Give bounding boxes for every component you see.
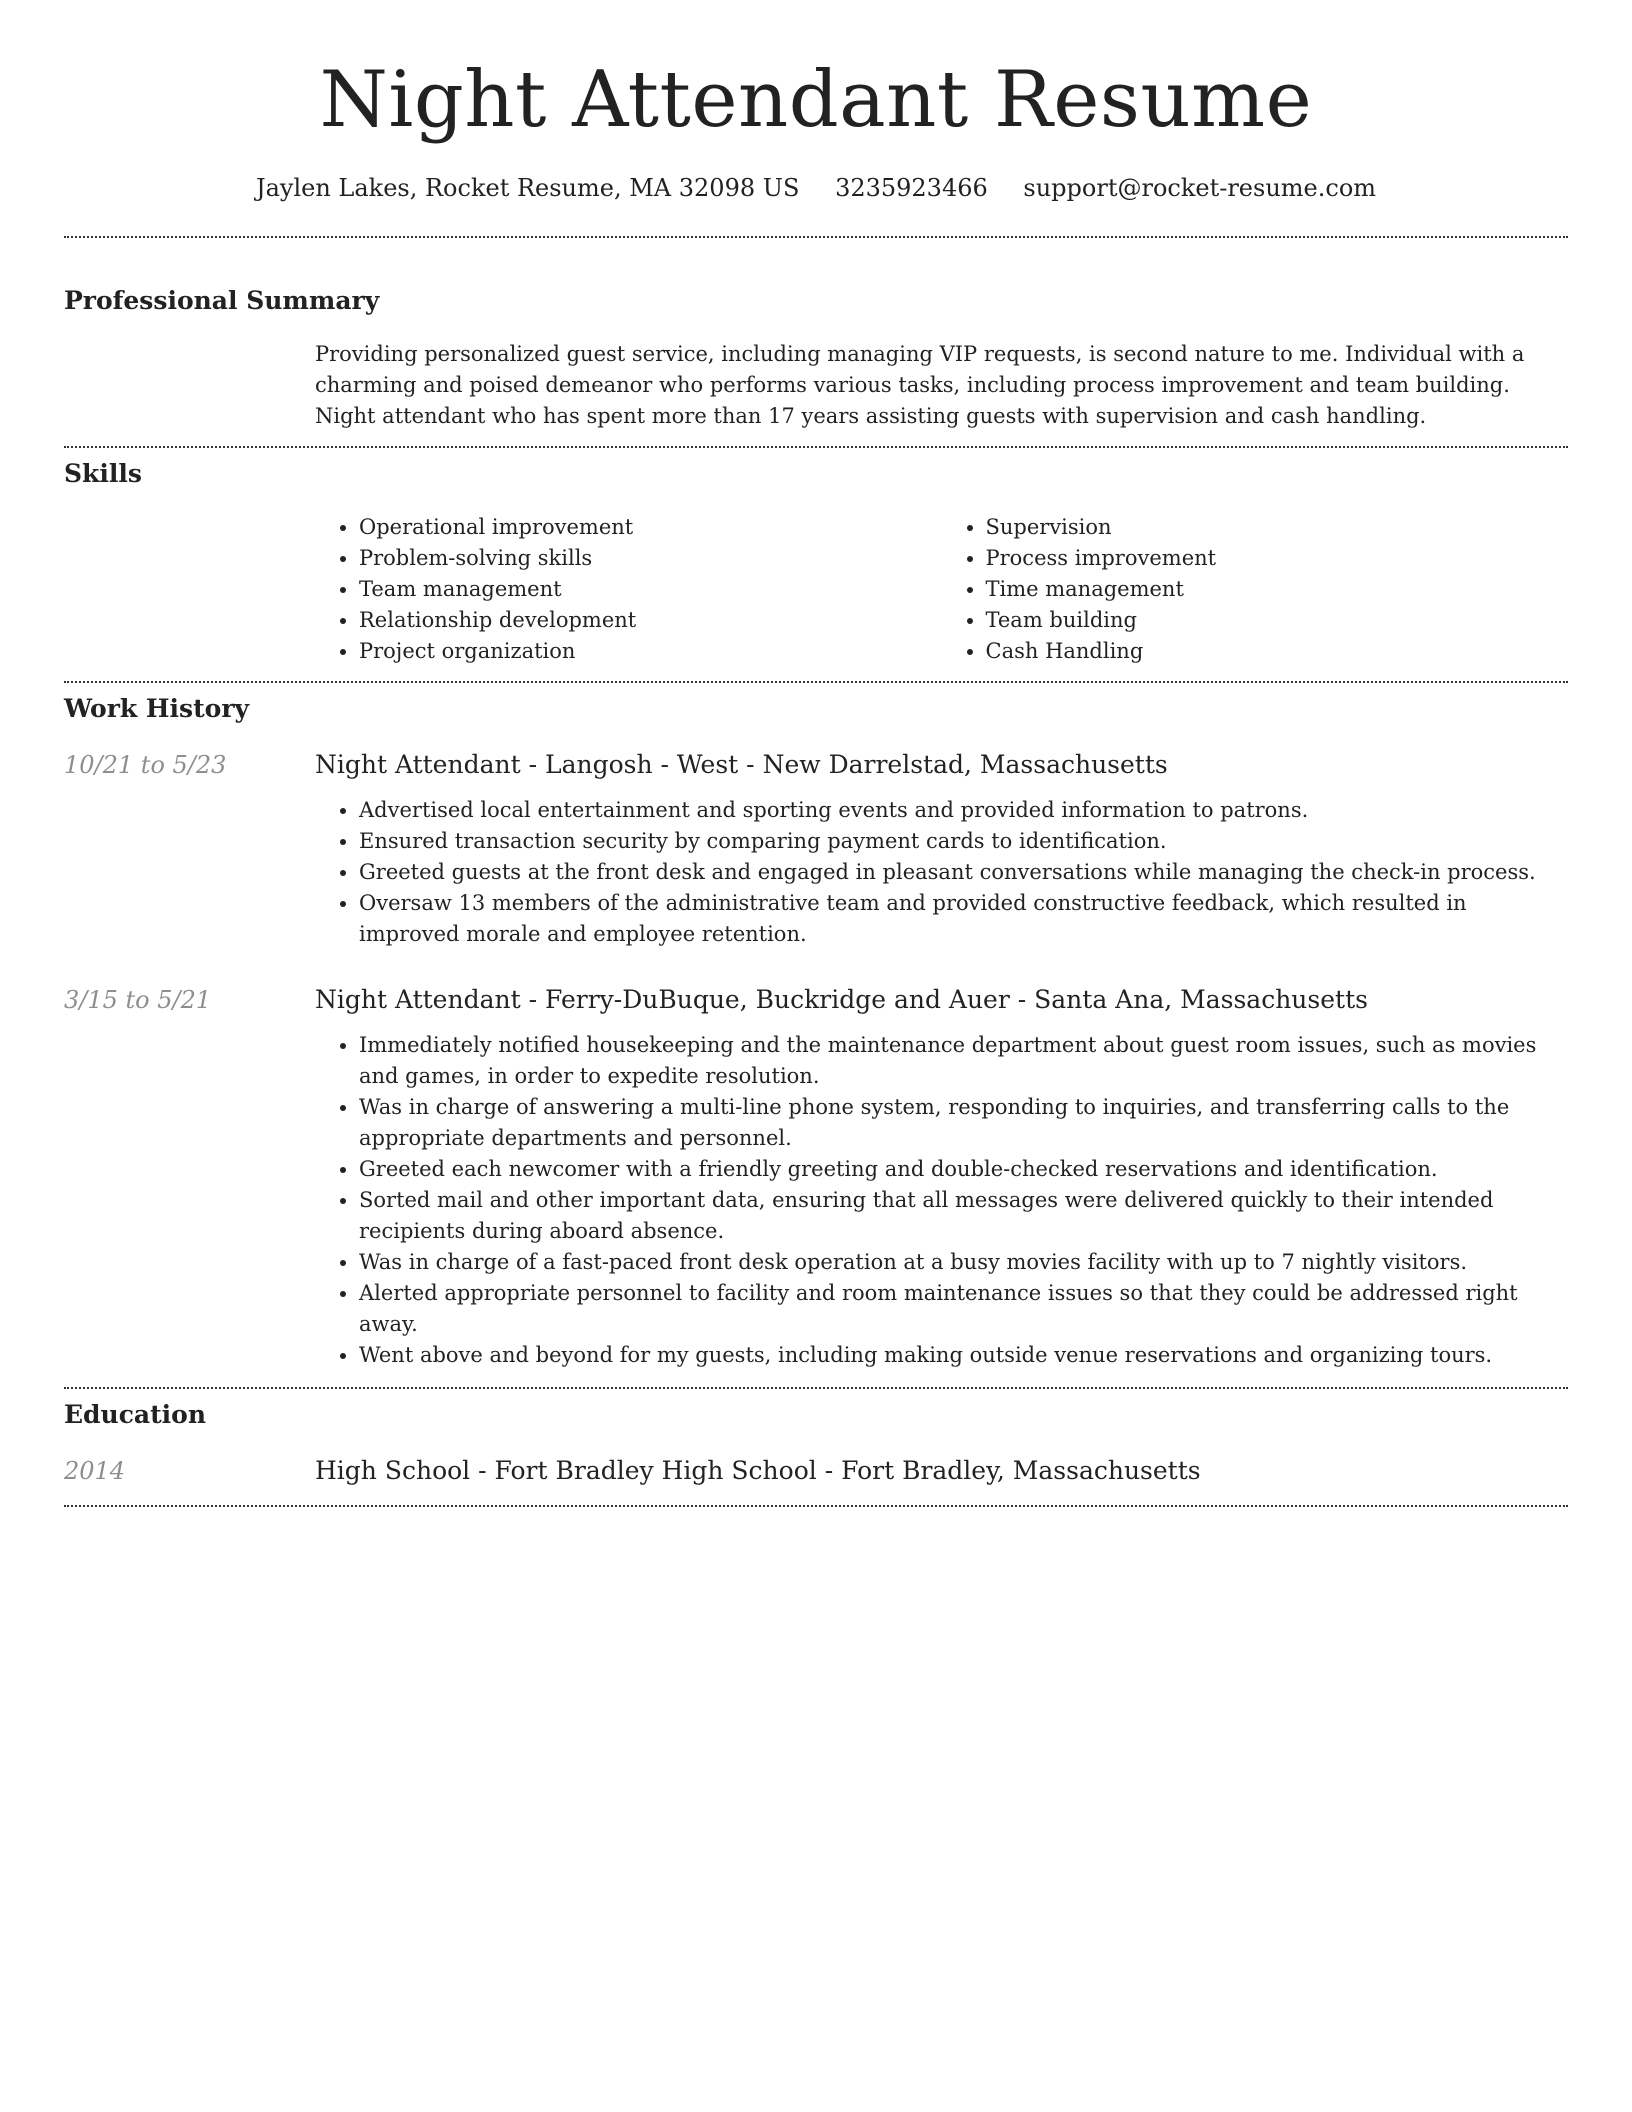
job-entry xyxy=(64,747,1568,950)
skill-item: • Team management xyxy=(359,574,942,605)
skills-list-right xyxy=(942,512,1569,667)
skills-heading: Skills xyxy=(64,459,142,488)
job-bullets xyxy=(315,795,1568,950)
job-bullet: • Oversaw 13 members of the administrative team and provided constructive feedback, which resulted in improved morale and employee retention. xyxy=(359,888,1568,950)
summary-section xyxy=(64,283,1568,432)
job-dates: 3/15 to 5/21 xyxy=(64,986,212,1014)
work-heading: Work History xyxy=(64,694,250,723)
skill-item: • Problem-solving skills xyxy=(359,543,942,574)
resume-title: Night Attendant Resume xyxy=(319,55,1313,145)
divider xyxy=(64,1387,1568,1389)
education-entry xyxy=(64,1453,1568,1489)
contact-phone: 3235923466 xyxy=(835,174,988,202)
job-bullets xyxy=(315,1030,1568,1371)
education-title: High School - Fort Bradley High School - Fort Bradley, Massachusetts xyxy=(315,1456,1201,1485)
education-heading: Education xyxy=(64,1400,207,1429)
divider xyxy=(64,1505,1568,1507)
job-title: Night Attendant - Langosh - West - New Darrelstad, Massachusetts xyxy=(315,750,1168,779)
job-bullet: • Greeted guests at the front desk and engaged in pleasant conversations while managing the check-in process. xyxy=(359,857,1568,888)
job-bullet: • Ensured transaction security by comparing payment cards to identification. xyxy=(359,826,1568,857)
skill-item: • Cash Handling xyxy=(986,636,1569,667)
skill-item: • Project organization xyxy=(359,636,942,667)
job-bullet: • Greeted each newcomer with a friendly greeting and double-checked reservations and identification. xyxy=(359,1154,1568,1185)
education-date: 2014 xyxy=(64,1457,126,1485)
contact-email: support@rocket-resume.com xyxy=(1023,174,1377,202)
skill-item: • Operational improvement xyxy=(359,512,942,543)
skill-item: • Process improvement xyxy=(986,543,1569,574)
contact-address: Jaylen Lakes, Rocket Resume, MA 32098 US xyxy=(255,174,800,202)
job-dates: 10/21 to 5/23 xyxy=(64,751,227,779)
skill-item: • Time management xyxy=(986,574,1569,605)
summary-text: Providing personalized guest service, including managing VIP requests, is second nature to me. Individual with a charming and poised demeanor who performs various tasks, including process improvement and team building. Night attendant who has spent more than 17 years assisting guests with supervision and cash handling. xyxy=(315,342,1525,428)
divider xyxy=(64,446,1568,448)
job-entry xyxy=(64,982,1568,1371)
skill-item: • Relationship development xyxy=(359,605,942,636)
job-title: Night Attendant - Ferry-DuBuque, Buckridge and Auer - Santa Ana, Massachusetts xyxy=(315,985,1368,1014)
summary-heading: Professional Summary xyxy=(64,286,380,315)
job-bullet: • Immediately notified housekeeping and the maintenance department about guest room issues, such as movies and games, in order to expedite resolution. xyxy=(359,1030,1568,1092)
skill-item: • Supervision xyxy=(986,512,1569,543)
divider xyxy=(64,681,1568,683)
job-bullet: • Was in charge of answering a multi-line phone system, responding to inquiries, and transferring calls to the appropriate departments and personnel. xyxy=(359,1092,1568,1154)
job-bullet: • Sorted mail and other important data, ensuring that all messages were delivered quickly to their intended recipients during aboard absence. xyxy=(359,1185,1568,1247)
skill-item: • Team building xyxy=(986,605,1569,636)
job-bullet: • Advertised local entertainment and sporting events and provided information to patrons. xyxy=(359,795,1568,826)
work-section xyxy=(64,691,1568,1371)
skills-list-left xyxy=(315,512,942,667)
skills-section xyxy=(64,456,1568,667)
contact-line xyxy=(64,170,1568,206)
divider xyxy=(64,236,1568,238)
job-bullet: • Was in charge of a fast-paced front desk operation at a busy movies facility with up to 7 nightly visitors. xyxy=(359,1247,1568,1278)
education-section xyxy=(64,1397,1568,1489)
job-bullet: • Went above and beyond for my guests, including making outside venue reservations and organizing tours. xyxy=(359,1340,1568,1371)
job-bullet: • Alerted appropriate personnel to facility and room maintenance issues so that they could be addressed right away. xyxy=(359,1278,1568,1340)
